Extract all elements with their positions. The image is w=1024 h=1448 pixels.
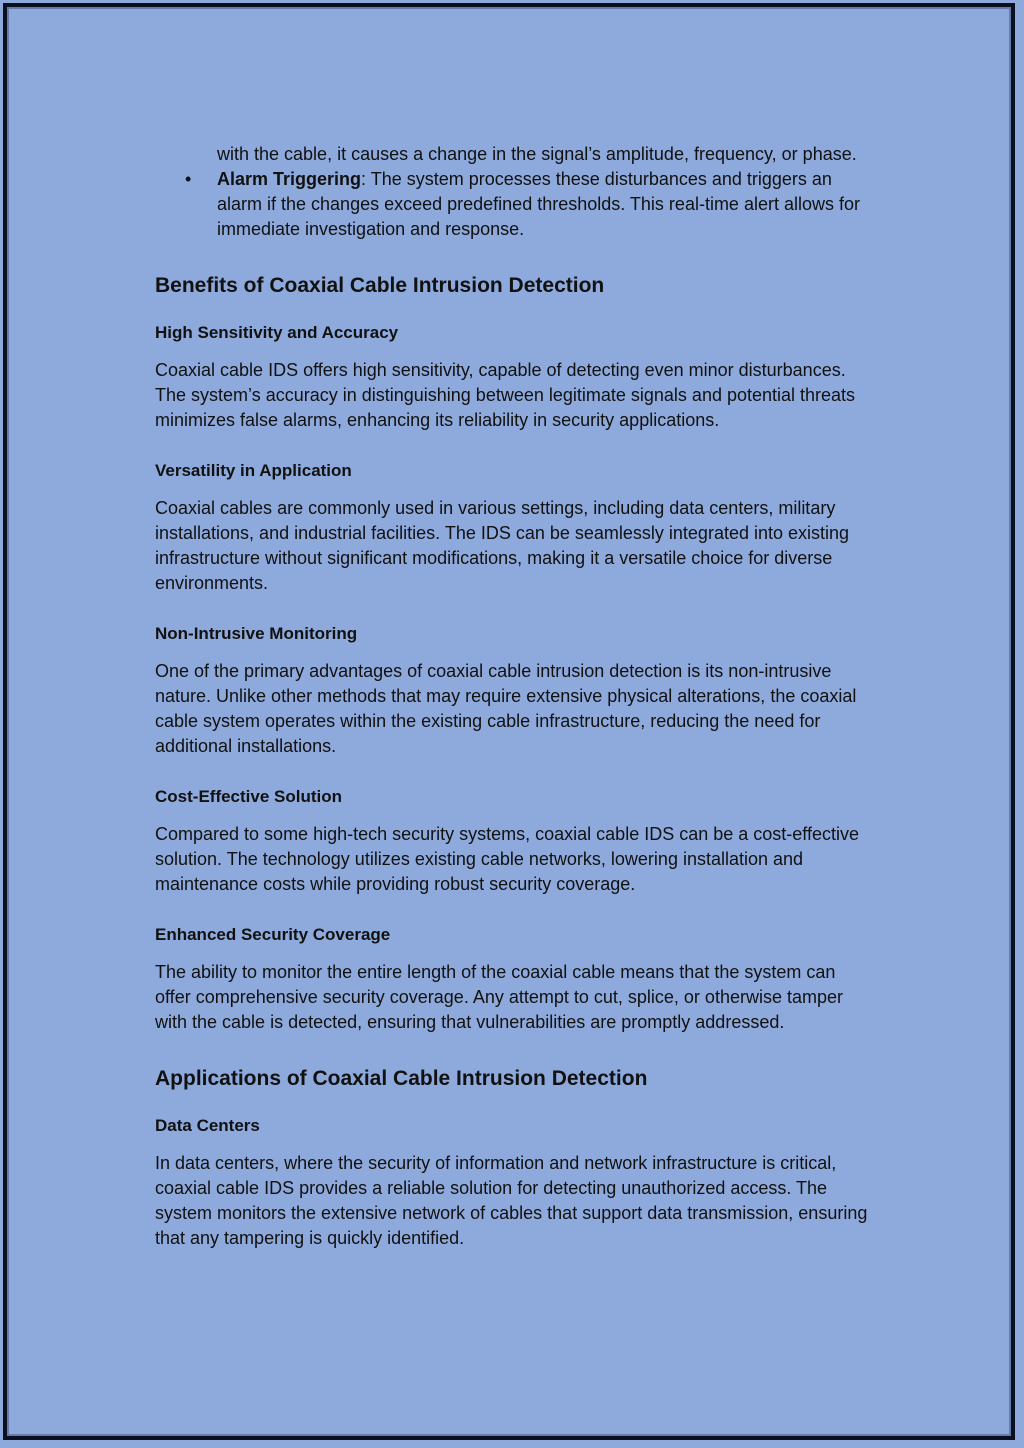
continued-paragraph: with the cable, it causes a change in the signal’s amplitude, frequency, or phase.	[217, 144, 857, 164]
application-data-centers	[155, 1115, 875, 1251]
bullet-term: Alarm Triggering	[217, 169, 362, 189]
benefit-text: Coaxial cables are commonly used in various settings, including data centers, military installations, and industrial facilities. The IDS can be seamlessly integrated into existing infrastructure without significant modifications, making it a versatile choice for diverse environments.	[155, 498, 850, 593]
benefit-security-coverage	[155, 924, 875, 1035]
benefit-title: Cost-Effective Solution	[155, 787, 343, 806]
bullet-text: : The system processes these disturbances and triggers an alarm if the changes exceed predefined thresholds. This real-time alert allows for immediate investigation and response.	[217, 169, 860, 239]
applications-heading: Applications of Coaxial Cable Intrusion Detection	[155, 1067, 648, 1090]
benefit-text: The ability to monitor the entire length of the coaxial cable means that the system can offer comprehensive security coverage. Any attempt to cut, splice, or otherwise tamper with the cable is detected, ensuring that vulnerabilities are promptly addressed.	[155, 962, 843, 1032]
bullet-dot-icon: •	[185, 169, 192, 189]
application-text: In data centers, where the security of information and network infrastructure is critical, coaxial cable IDS provides a reliable solution for detecting unauthorized access. The system monitors the extensive network of cables that support data transmission, ensuring that any tampering is quickly identified.	[155, 1153, 868, 1248]
benefit-title: Non-Intrusive Monitoring	[155, 624, 358, 643]
benefit-text: Coaxial cable IDS offers high sensitivity, capable of detecting even minor disturbances. The system’s accuracy in distinguishing between legitimate signals and potential threats minimizes false alarms, enhancing its reliability in security applications.	[155, 360, 856, 430]
bullet-item	[155, 167, 875, 242]
document-content	[155, 124, 875, 1278]
benefit-high-sensitivity	[155, 322, 875, 433]
benefits-heading: Benefits of Coaxial Cable Intrusion Detection	[155, 274, 605, 297]
benefit-title: High Sensitivity and Accuracy	[155, 323, 399, 342]
benefit-text: Compared to some high-tech security systems, coaxial cable IDS can be a cost-effective solution. The technology utilizes existing cable networks, lowering installation and maintenance costs while providing robust security coverage.	[155, 824, 859, 894]
benefit-title: Versatility in Application	[155, 461, 352, 480]
benefit-non-intrusive	[155, 623, 875, 759]
bullet-list	[155, 167, 875, 242]
benefit-title: Enhanced Security Coverage	[155, 925, 391, 944]
benefit-cost-effective	[155, 786, 875, 897]
benefit-text: One of the primary advantages of coaxial cable intrusion detection is its non-intrusive nature. Unlike other methods that may require extensive physical alterations, the coaxial cable system operates within the existing cable infrastructure, reducing the need for additional installations.	[155, 661, 857, 756]
application-title: Data Centers	[155, 1116, 260, 1135]
benefit-versatility	[155, 460, 875, 596]
